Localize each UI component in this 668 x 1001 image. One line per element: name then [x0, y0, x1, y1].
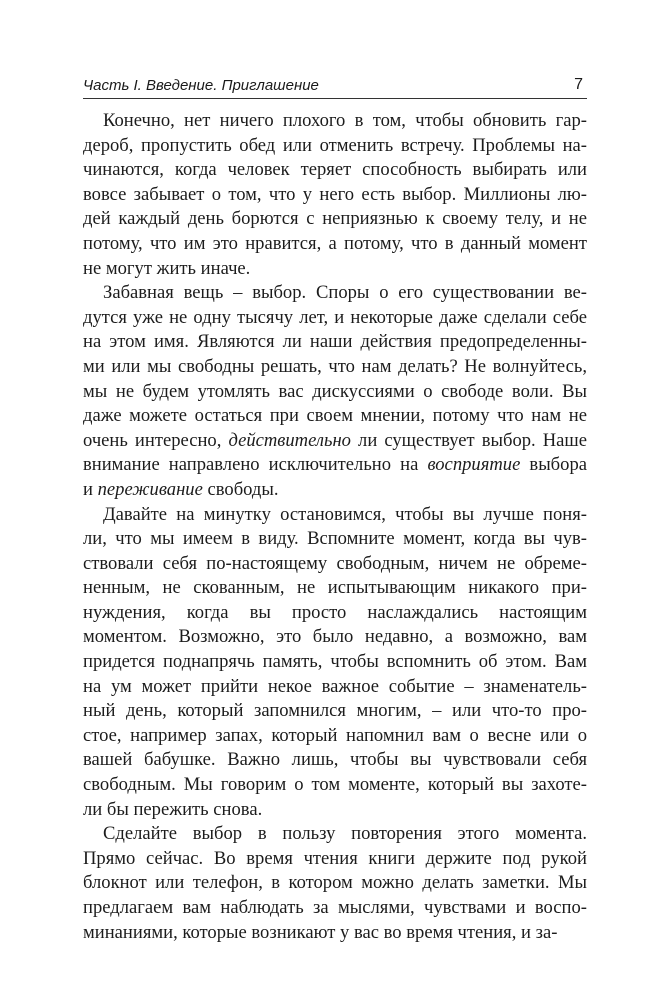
text-line	[83, 552, 587, 577]
text-line	[83, 921, 587, 946]
text-line	[83, 773, 587, 798]
text-line	[83, 601, 587, 626]
text-run: потому, что им это нравится, а потому, что в данный момент	[83, 232, 587, 254]
text-line	[83, 232, 587, 257]
text-run: выбора	[520, 454, 587, 476]
text-run: минаниями, которые возникают у вас во время чтения, и за-	[83, 921, 558, 943]
text-line	[83, 380, 587, 405]
text-run: чинаются, когда человек теряет способность выбирать или	[83, 159, 587, 181]
text-line	[83, 257, 587, 282]
text-run: дей каждый день борются с неприязнью к своему телу, и не	[83, 208, 587, 230]
text-line	[83, 822, 587, 847]
text-run: на этом имя. Являются ли наши действия предопределенны-	[83, 331, 587, 353]
paragraph	[83, 109, 587, 281]
page-number: 7	[574, 76, 583, 93]
text-run: дероб, пропустить обед или отменить встречу. Проблемы на-	[83, 134, 587, 156]
text-line	[83, 503, 587, 528]
text-line	[83, 748, 587, 773]
text-line	[83, 724, 587, 749]
text-run: свободным. Мы говорим о том моменте, который вы захоте-	[83, 774, 587, 796]
text-run: ный день, который запомнился многим, – или что-то про-	[83, 700, 587, 722]
text-run: придется поднапрячь память, чтобы вспомнить об этом. Вам	[83, 651, 587, 673]
text-run: очень интересно,	[83, 429, 229, 451]
text-line	[83, 871, 587, 896]
text-line	[83, 453, 587, 478]
text-line	[83, 576, 587, 601]
text-line	[83, 675, 587, 700]
text-line	[83, 306, 587, 331]
text-line	[83, 478, 587, 503]
text-run: Давайте на минутку остановимся, чтобы вы лучше поня-	[103, 503, 587, 525]
text-line	[83, 109, 587, 134]
text-run: Сделайте выбор в пользу повторения этого момента.	[103, 823, 587, 845]
text-run: блокнот или телефон, в котором можно делать заметки. Мы	[83, 872, 587, 894]
text-run: внимание направлено исключительно на	[83, 454, 428, 476]
text-run: ли бы пережить снова.	[83, 798, 263, 820]
text-run: даже можете остаться при своем мнении, потому что нам не	[83, 405, 587, 427]
paragraph	[83, 822, 587, 945]
text-line	[83, 847, 587, 872]
text-line	[83, 650, 587, 675]
text-run: ли, что мы имеем в виду. Вспомните момент, когда вы чув-	[83, 528, 587, 550]
running-header	[83, 75, 587, 97]
text-line	[83, 429, 587, 454]
text-run: ли существует выбор. Наше	[350, 429, 588, 451]
text-line	[83, 404, 587, 429]
text-line	[83, 896, 587, 921]
text-run: стое, например запах, который напомнил вам о весне или о	[83, 724, 587, 746]
text-run: не могут жить иначе.	[83, 257, 251, 279]
text-run: вовсе забывает о том, что у него есть выбор. Миллионы лю-	[83, 183, 587, 205]
text-line	[83, 798, 587, 823]
text-line	[83, 207, 587, 232]
text-line	[83, 183, 587, 208]
text-run: Прямо сейчас. Во время чтения книги держите под рукой	[83, 847, 587, 869]
text-line	[83, 527, 587, 552]
text-run: на ум может прийти некое важное событие – знаменатель-	[83, 675, 587, 697]
text-run: ствовали себя по-настоящему свободным, ничем не обреме-	[83, 552, 587, 574]
text-line	[83, 355, 587, 380]
text-run: мы не будем утомлять вас дискуссиями о свободе воли. Вы	[83, 380, 587, 402]
emphasis: переживание	[97, 478, 203, 500]
text-line	[83, 625, 587, 650]
text-line	[83, 134, 587, 159]
text-run: ненным, не скованным, не испытывающим никакого при-	[83, 577, 587, 599]
paragraph	[83, 281, 587, 502]
text-run: вашей бабушке. Важно лишь, чтобы вы чувствовали себя	[83, 749, 587, 771]
text-run: ми или мы свободны решать, что нам делать? Не волнуйтесь,	[83, 355, 587, 377]
paragraph	[83, 503, 587, 823]
text-run: предлагаем вам наблюдать за мыслями, чувствами и воспо-	[83, 897, 587, 918]
emphasis: действительно	[228, 429, 351, 451]
text-run: свободы.	[202, 478, 279, 500]
text-line	[83, 281, 587, 306]
emphasis: восприятие	[427, 454, 521, 476]
text-line	[83, 158, 587, 183]
running-title: Часть I. Введение. Приглашение	[83, 77, 319, 94]
text-line	[83, 699, 587, 724]
text-run: Забавная вещь – выбор. Споры о его существовании ве-	[103, 282, 587, 304]
text-run: и	[83, 478, 98, 500]
text-run: нуждения, когда вы просто наслаждались настоящим	[83, 601, 587, 623]
text-line	[83, 330, 587, 355]
header-rule	[83, 98, 587, 99]
text-run: Конечно, нет ничего плохого в том, чтобы обновить гар-	[103, 110, 587, 131]
body-text	[83, 109, 587, 945]
text-run: моментом. Возможно, это было недавно, а возможно, вам	[83, 626, 587, 648]
text-run: дутся уже не одну тысячу лет, и некоторые даже сделали себе	[83, 306, 587, 328]
